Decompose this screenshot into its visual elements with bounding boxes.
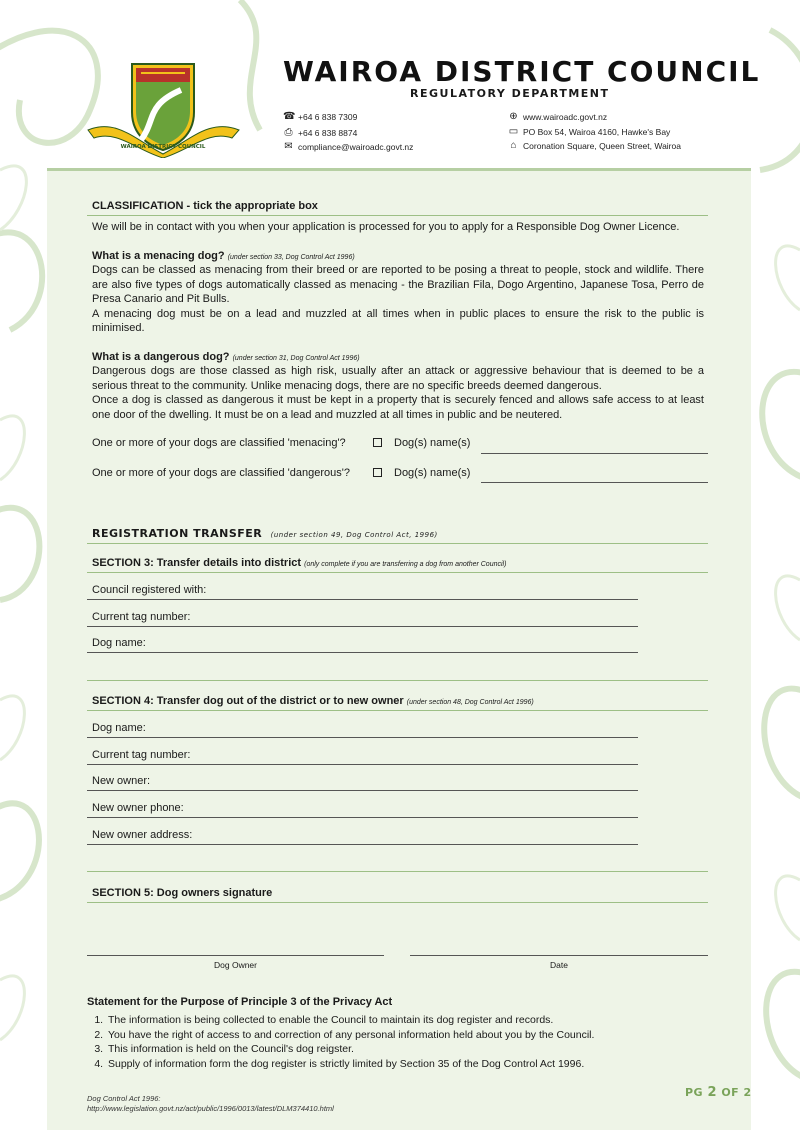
section5-heading: SECTION 5: Dog owners signature: [92, 887, 273, 899]
section4-rule: [87, 710, 708, 711]
date-label: Date: [550, 960, 568, 970]
privacy-item: 4. Supply of information form the dog register is strictly limited by Section 35 of the Dog Control Act 1996.: [106, 1057, 726, 1072]
section4-heading-line: [92, 695, 534, 707]
globe-icon: ⊕: [509, 111, 518, 122]
phone-contact: [283, 111, 357, 122]
section3-note: (only complete if you are transferring a dog from another Council): [304, 561, 507, 568]
section4-dog-name-input[interactable]: [87, 737, 638, 738]
address-contact: [508, 140, 681, 151]
registration-heading-line: [92, 527, 438, 540]
section3-bottom-rule: [87, 680, 708, 681]
page-total: OF 2: [721, 1086, 752, 1099]
privacy-list: [87, 1013, 726, 1071]
dangerous-paragraph-1: Dangerous dogs are those classed as high risk, usually after an attack or aggressive behaviour that is deemed to be a serious threat to the community. Unlike menacing dogs, there are no specific breeds deemed dangerous.: [92, 365, 704, 392]
dangerous-dog-names-input[interactable]: [481, 482, 708, 483]
section3-dog-name-label: Dog name:: [92, 637, 146, 649]
new-owner-address-input[interactable]: [87, 844, 638, 845]
registration-reference: (under section 49, Dog Control Act, 1996): [270, 531, 438, 539]
email-contact: [283, 141, 413, 152]
new-owner-label: New owner:: [92, 775, 151, 787]
department-subtitle: REGULATORY DEPARTMENT: [410, 87, 610, 100]
new-owner-phone-label: New owner phone:: [92, 802, 184, 814]
po-box-address: PO Box 54, Wairoa 4160, Hawke's Bay: [523, 126, 671, 137]
classification-heading: CLASSIFICATION - tick the appropriate box: [92, 200, 318, 212]
menacing-question: One or more of your dogs are classified 'menacing'?: [92, 437, 346, 449]
privacy-item: 3. This information is held on the Council's dog reigster.: [106, 1042, 726, 1057]
phone-number: +64 6 838 7309: [298, 111, 358, 122]
page-current: 2: [707, 1085, 717, 1100]
fax-number: +64 6 838 8874: [298, 127, 358, 138]
mailbox-icon: ▭: [508, 126, 519, 137]
envelope-icon: ✉: [284, 141, 293, 152]
menacing-dog-names-label: Dog(s) name(s): [394, 437, 471, 449]
classification-intro: We will be in contact with you when your application is processed for you to apply for a Responsible Dog Owner Licence.: [92, 221, 680, 233]
council-title: WAIROA DISTRICT COUNCIL: [283, 55, 761, 88]
dangerous-heading: What is a dangerous dog?: [92, 351, 230, 363]
privacy-item: 1. The information is being collected to enable the Council to maintain its dog register and records.: [106, 1013, 726, 1028]
dangerous-dog-names-label: Dog(s) name(s): [394, 467, 471, 479]
section5-rule: [87, 902, 708, 903]
fax-contact: [283, 127, 357, 138]
section4-heading: SECTION 4: Transfer dog out of the district or to new owner: [92, 695, 404, 707]
menacing-checkbox[interactable]: [373, 438, 382, 447]
privacy-heading: Statement for the Purpose of Principle 3 of the Privacy Act: [87, 996, 393, 1008]
section4-note: (under section 48, Dog Control Act 1996): [406, 699, 534, 706]
section3-rule: [87, 572, 708, 573]
privacy-item: 2. You have the right of access to and correction of any personal information held about you by the Council.: [106, 1028, 726, 1043]
section3-tag-label: Current tag number:: [92, 611, 191, 623]
new-owner-address-label: New owner address:: [92, 829, 193, 841]
svg-text:WAIROA DISTRICT COUNCIL: WAIROA DISTRICT COUNCIL: [120, 144, 206, 150]
dangerous-paragraph-2: Once a dog is classed as dangerous it must be kept in a property that is securely fenced and allows safe access to at least one door of the dwelling. It must be on a lead and muzzled at all times in public and be neutered.: [92, 394, 704, 421]
classification-rule: [87, 215, 708, 216]
section4-tag-number-input[interactable]: [87, 764, 638, 765]
menacing-dog-names-input[interactable]: [481, 453, 708, 454]
home-icon: ⌂: [510, 140, 517, 151]
po-box-contact: [508, 126, 670, 137]
panel-top-border: [47, 168, 751, 171]
phone-icon: ☎: [283, 111, 296, 122]
dangerous-question: One or more of your dogs are classified 'dangerous'?: [92, 467, 350, 479]
registration-heading: REGISTRATION TRANSFER: [92, 527, 263, 540]
section3-council-label: Council registered with:: [92, 584, 207, 596]
dog-owner-label: Dog Owner: [214, 960, 257, 970]
section3-tag-number-input[interactable]: [87, 626, 638, 627]
fax-icon: ⎙: [284, 127, 293, 138]
footer-act-label: Dog Control Act 1996:: [87, 1094, 161, 1103]
new-owner-input[interactable]: [87, 790, 638, 791]
page-number: [685, 1085, 752, 1100]
menacing-heading: What is a menacing dog?: [92, 250, 225, 262]
menacing-paragraph-2: A menacing dog must be on a lead and muzzled at all times when in public places to ensure the risk to the public is minimised.: [92, 307, 704, 334]
section3-heading: SECTION 3: Transfer details into district: [92, 557, 302, 569]
section4-bottom-rule: [87, 871, 708, 872]
menacing-reference: (under section 33, Dog Control Act 1996): [227, 254, 355, 261]
email-address: compliance@wairoadc.govt.nz: [298, 141, 414, 152]
section4-tag-label: Current tag number:: [92, 749, 191, 761]
street-address: Coronation Square, Queen Street, Wairoa: [523, 140, 681, 151]
menacing-paragraph-1: Dogs can be classed as menacing from their breed or are reported to be posing a threat to people, stock and wildlife. There are also five types of dogs automatically classed as menacing - the Brazilian Fila, Dogo Argentino, Japanese Tosa, Perro de Presa Canario and Pit Bulls.: [92, 264, 704, 305]
registration-rule: [87, 543, 708, 544]
section3-dog-name-input[interactable]: [87, 652, 638, 653]
website-contact: [508, 111, 607, 122]
council-crest-logo: [86, 60, 241, 158]
website-url: www.wairoadc.govt.nz: [523, 111, 608, 122]
dangerous-reference: (under section 31, Dog Control Act 1996): [232, 355, 360, 362]
section3-heading-line: [92, 557, 506, 569]
dog-owner-signature-input[interactable]: [87, 955, 384, 956]
page-prefix: PG: [685, 1086, 704, 1099]
footer-legislation-link[interactable]: http://www.legislation.govt.nz/act/public/1996/0013/latest/DLM374410.html: [87, 1104, 334, 1113]
section4-dog-name-label: Dog name:: [92, 722, 146, 734]
new-owner-phone-input[interactable]: [87, 817, 638, 818]
council-registered-input[interactable]: [87, 599, 638, 600]
signature-date-input[interactable]: [410, 955, 708, 956]
dangerous-checkbox[interactable]: [373, 468, 382, 477]
